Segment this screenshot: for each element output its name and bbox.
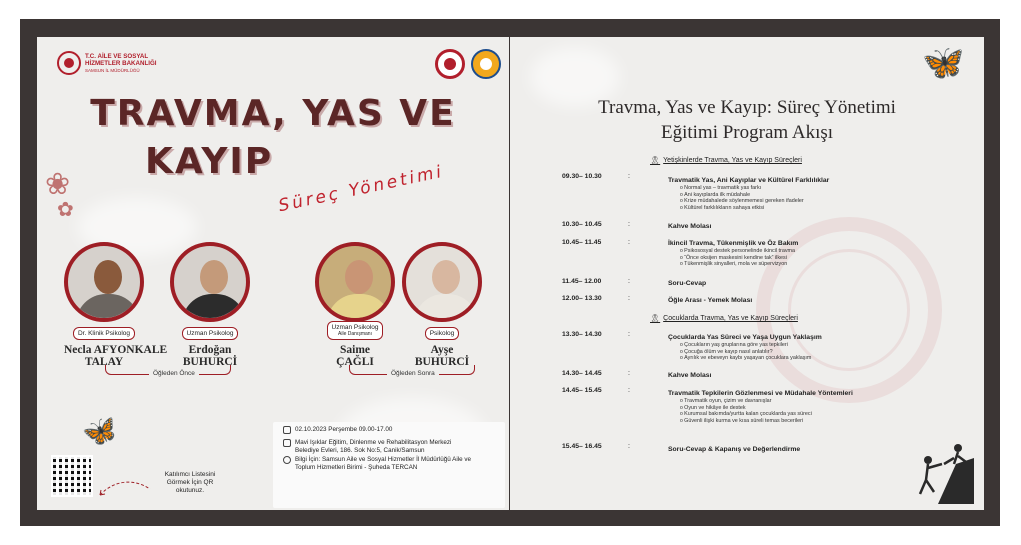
speaker-card — [64, 242, 168, 368]
schedule-time: 10.45– 11.45 — [562, 239, 602, 246]
speaker-role: Uzman Psikolog Aile Danışmanı — [327, 321, 384, 340]
speaker-photo — [170, 242, 250, 322]
butterfly-icon: 🦋 — [922, 45, 965, 82]
schedule-time: 14.30– 14.45 — [562, 370, 602, 377]
time-separator: : — [628, 331, 630, 338]
qr-code-icon[interactable] — [51, 455, 93, 497]
event-date: 02.10.2023 Perşembe 09.00-17.00 — [283, 426, 392, 434]
session-bullets: o Psikososyal destek personelinde ikincil travma o “Önce oksijen maskesini kendine tak” ilkesi o Tükenmişlik sinyalleri, mola ve süpervizyon — [680, 248, 795, 268]
partner-logo-icon — [471, 49, 501, 79]
session-bullets: o Çocukların yaş gruplarına göre yas tepkileri o Çocuğa ölüm ve kayıp nasıl anlatılır? o Ayrılık ve ebeveyn kaybı yaşayan çocuklara yaklaşım — [680, 342, 811, 362]
speaker-photo — [315, 242, 395, 322]
session-title: Travmatik Yas, Ani Kayıplar ve Kültürel Farklılıklar — [668, 177, 830, 184]
speaker-card — [402, 242, 482, 368]
schedule-time: 14.45– 15.45 — [562, 387, 602, 394]
morning-label: Öğleden Önce — [149, 370, 199, 377]
schedule-time: 13.30– 14.30 — [562, 331, 602, 338]
schedule-time: 11.45– 12.00 — [562, 278, 602, 285]
ministry-emblem-icon — [57, 51, 81, 75]
event-poster-panel — [37, 37, 509, 510]
speaker-role: Dr. Klinik Psikolog — [73, 327, 135, 340]
program-title-line2: Eğitimi Program Akışı — [660, 122, 834, 143]
session-title: Travmatik Tepkilerin Gözlenmesi ve Müdahale Yöntemleri — [668, 390, 853, 397]
schedule-time: 10.30– 10.45 — [562, 221, 602, 228]
ministry-line3: SAMSUN İL MÜDÜRLÜĞÜ — [85, 67, 140, 73]
session-title: Soru-Cevap & Kapanış ve Değerlendirme — [668, 446, 801, 453]
session-bullets: o Travmatik oyun, çizim ve davranışlar o Oyun ve hikâye ile destek o Kurumsal bakımda/yurtta kalan çocuklarda yas süreci o Güvenli ilişki kurma ve kısa süreli temas becerileri — [680, 398, 812, 424]
speaker-name: Saime ÇAĞLI — [336, 344, 374, 368]
ministry-line2: HİZMETLER BAKANLIĞI — [85, 59, 157, 67]
calendar-icon — [283, 426, 291, 434]
ribbon-icon: 🎗 — [650, 156, 661, 165]
speaker-role: Uzman Psikolog — [182, 327, 239, 340]
flower-icon: ✿ — [57, 199, 74, 221]
session-title: Kahve Molası — [668, 223, 712, 230]
time-separator: : — [628, 173, 630, 180]
ministry-header — [57, 51, 157, 75]
time-separator: : — [628, 443, 630, 450]
ministry-line1: T.C. AİLE VE SOSYAL — [85, 52, 149, 60]
speaker-card — [170, 242, 250, 368]
flower-icon: ❀ — [45, 168, 71, 201]
institution-logo-icon — [435, 49, 465, 79]
speaker-role: Psikolog — [425, 327, 460, 340]
time-separator: : — [628, 295, 630, 302]
speaker-photo — [64, 242, 144, 322]
schedule-time: 09.30– 10.30 — [562, 173, 602, 180]
speaker-photo — [402, 242, 482, 322]
poster-title-line1: TRAVMA, YAS VE — [90, 93, 456, 134]
time-separator: : — [628, 278, 630, 285]
time-separator: : — [628, 387, 630, 394]
speaker-card — [315, 242, 395, 368]
session-title: İkincil Travma, Tükenmişlik ve Öz Bakım — [668, 240, 799, 247]
time-separator: : — [628, 239, 630, 246]
session-title: Kahve Molası — [668, 372, 712, 379]
time-separator: : — [628, 370, 630, 377]
schedule-time: 12.00– 13.30 — [562, 295, 602, 302]
session-bullets: o Normal yas – travmatik yas farkı o Ani kayıplarda ilk müdahale o Krize müdahalede söylenmemesi gereken ifadeler o Kültürel farklılıkların sahaya etkisi — [680, 185, 804, 211]
ribbon-icon: 🎗 — [650, 314, 661, 323]
program-title-line1: Travma, Yas ve Kayıp: Süreç Yönetimi — [598, 97, 896, 118]
poster-subtitle: Süreç Yönetimi — [276, 161, 446, 217]
time-separator: : — [628, 221, 630, 228]
butterfly-icon: 🦋 — [79, 412, 122, 452]
phone-icon — [283, 456, 291, 464]
section-child: 🎗 Çocuklarda Travma, Yas ve Kayıp Süreçleri — [650, 314, 798, 323]
schedule-time: 15.45– 16.45 — [562, 443, 602, 450]
program-schedule-panel — [510, 37, 984, 510]
session-title: Çocuklarda Yas Süreci ve Yaşa Uygun Yaklaşım — [668, 334, 822, 341]
session-title: Soru-Cevap — [668, 280, 707, 287]
event-venue: Mavi Işıklar Eğitim, Dinlenme ve Rehabilitasyon Merkezi Belediye Evleri, 186. Sok No:5, Canik/Samsun — [283, 439, 451, 454]
section-adult: 🎗 Yetişkinlerde Travma, Yas ve Kayıp Süreçleri — [650, 156, 802, 165]
speaker-name: Erdoğan BUHURCİ — [182, 344, 238, 368]
afternoon-label: Öğleden Sonra — [387, 370, 439, 377]
building-icon — [283, 439, 291, 447]
event-contact: Bilgi İçin: Samsun Aile ve Sosyal Hizmetler İl Müdürlüğü Aile ve Toplum Hizmetleri Birimi - Şuheda TERCAN — [283, 456, 471, 471]
qr-instruction: Katılımcı Listesini Görmek İçin QR okutunuz. — [164, 471, 216, 494]
session-title: Öğle Arası - Yemek Molası — [668, 297, 753, 304]
poster-title-line2: KAYIP — [145, 141, 274, 182]
speaker-name: Necla AFYONKALE TALAY — [64, 344, 168, 368]
climbers-icon — [898, 434, 974, 504]
speaker-name: Ayşe BUHURCİ — [414, 344, 470, 368]
